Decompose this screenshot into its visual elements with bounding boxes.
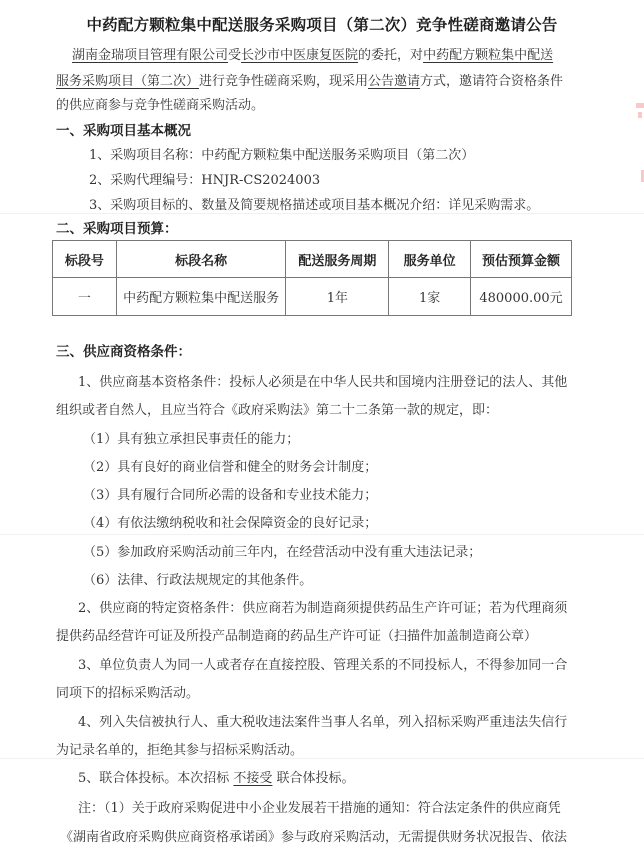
col-header-lot-number: 标段号 — [53, 241, 117, 278]
qualification-sub-item: （1）具有独立承担民事责任的能力； — [83, 432, 300, 447]
qualification-sub-item: （5）参加政府采购活动前三年内，在经营活动中没有重大违法记录； — [83, 545, 482, 560]
qualification-sub-item: （3）具有履行合同所必需的设备和专业技术能力； — [83, 488, 378, 503]
cell-service-units: 1家 — [389, 278, 471, 316]
col-header-service-period: 配送服务周期 — [286, 241, 389, 278]
cell-budget-amount: 480000.00元 — [471, 278, 572, 316]
cell-service-period: 1年 — [286, 278, 389, 316]
section3-item4-line1: 4、列入失信被执行人、重大税收违法案件当事人名单，列入招标采购严重违法失信行 — [78, 715, 568, 730]
red-stamp-edge — [636, 103, 644, 108]
section3-item1-line1: 1、供应商基本资格条件：投标人必须是在中华人民共和国境内注册登记的法人、其他 — [78, 375, 568, 390]
qualification-sub-item: （4）有依法缴纳税收和社会保障资金的良好记录； — [83, 516, 378, 531]
qualification-sub-item: （2）具有良好的商业信誉和健全的财务会计制度； — [83, 460, 378, 475]
section3-item3-line1: 3、单位负责人为同一人或者存在直接控股、管理关系的不同投标人，不得参加同一合 — [78, 658, 568, 673]
cell-lot-number: 一 — [53, 278, 117, 316]
qualification-sub-item: （6）法律、行政法规规定的其他条件。 — [83, 573, 313, 588]
note-line-1: 注：（1）关于政府采购促进中小企业发展若干措施的通知：符合法定条件的供应商凭 — [78, 801, 561, 816]
section3-item2-line2: 提供药品经营许可证及所投产品制造商的药品生产许可证（扫描件加盖制造商公章） — [56, 629, 538, 644]
section1-item: 1、采购项目名称：中药配方颗粒集中配送服务采购项目（第二次） — [89, 148, 475, 163]
intro-line-1: 湖南金瑞项目管理有限公司受长沙市中医康复医院的委托，对中药配方颗粒集中配送 — [72, 48, 554, 63]
cell-lot-name: 中药配方颗粒集中配送服务 — [116, 278, 286, 316]
project-name-part2: 服务采购项目（第二次） — [56, 74, 200, 89]
scan-artifact-line — [0, 758, 644, 759]
section3-item1-line2: 组织或者自然人，且应当符合《政府采购法》第二十二条第一款的规定，即： — [56, 403, 499, 418]
col-header-budget-amount: 预估预算金额 — [471, 241, 572, 278]
procurement-method: 公告邀请 — [368, 74, 421, 89]
budget-table — [52, 240, 572, 316]
section2-heading: 二、采购项目预算： — [56, 221, 178, 237]
scan-artifact-line — [0, 213, 644, 214]
section3-item3-line2: 同项下的招标采购活动。 — [56, 686, 200, 701]
col-header-service-units: 服务单位 — [389, 241, 471, 278]
scan-artifact-line — [0, 534, 644, 535]
document-title: 中药配方颗粒集中配送服务采购项目（第二次）竞争性磋商邀请公告 — [86, 15, 558, 34]
col-header-lot-name: 标段名称 — [116, 241, 286, 278]
section3-item5: 5、联合体投标。本次招标 不接受 联合体投标。 — [78, 771, 355, 786]
section1-item: 2、采购代理编号：HNJR-CS2024003 — [89, 173, 321, 188]
agent-name: 湖南金瑞项目管理有限公司 — [72, 48, 229, 63]
intro-line-2: 服务采购项目（第二次）进行竞争性磋商采购，现采用公告邀请方式，邀请符合资格条件 — [56, 74, 564, 89]
table-row — [53, 278, 572, 316]
red-stamp-edge — [638, 112, 642, 118]
project-name-part1: 中药配方颗粒集中配送 — [423, 48, 554, 63]
consortium-acceptance: 不接受 — [233, 771, 273, 786]
section1-item: 3、采购项目标的、数量及简要规格描述或项目基本概况介绍：详见采购需求。 — [89, 198, 540, 213]
table-header-row — [53, 241, 572, 278]
section3-item2-line1: 2、供应商的特定资格条件：供应商若为制造商须提供药品生产许可证；若为代理商须 — [78, 601, 568, 616]
section1-heading: 一、采购项目基本概况 — [56, 123, 191, 139]
client-name: 长沙市中医康复医院 — [241, 48, 359, 63]
intro-line-3: 的供应商参与竞争性磋商采购活动。 — [56, 98, 265, 113]
section3-item4-line2: 为记录名单的，拒绝其参与招标采购活动。 — [56, 743, 304, 758]
section3-heading: 三、供应商资格条件： — [56, 344, 191, 360]
note-line-2: 《湖南省政府采购供应商资格承诺函》参与政府采购活动，无需提供财务状况报告、依法 — [60, 830, 568, 845]
